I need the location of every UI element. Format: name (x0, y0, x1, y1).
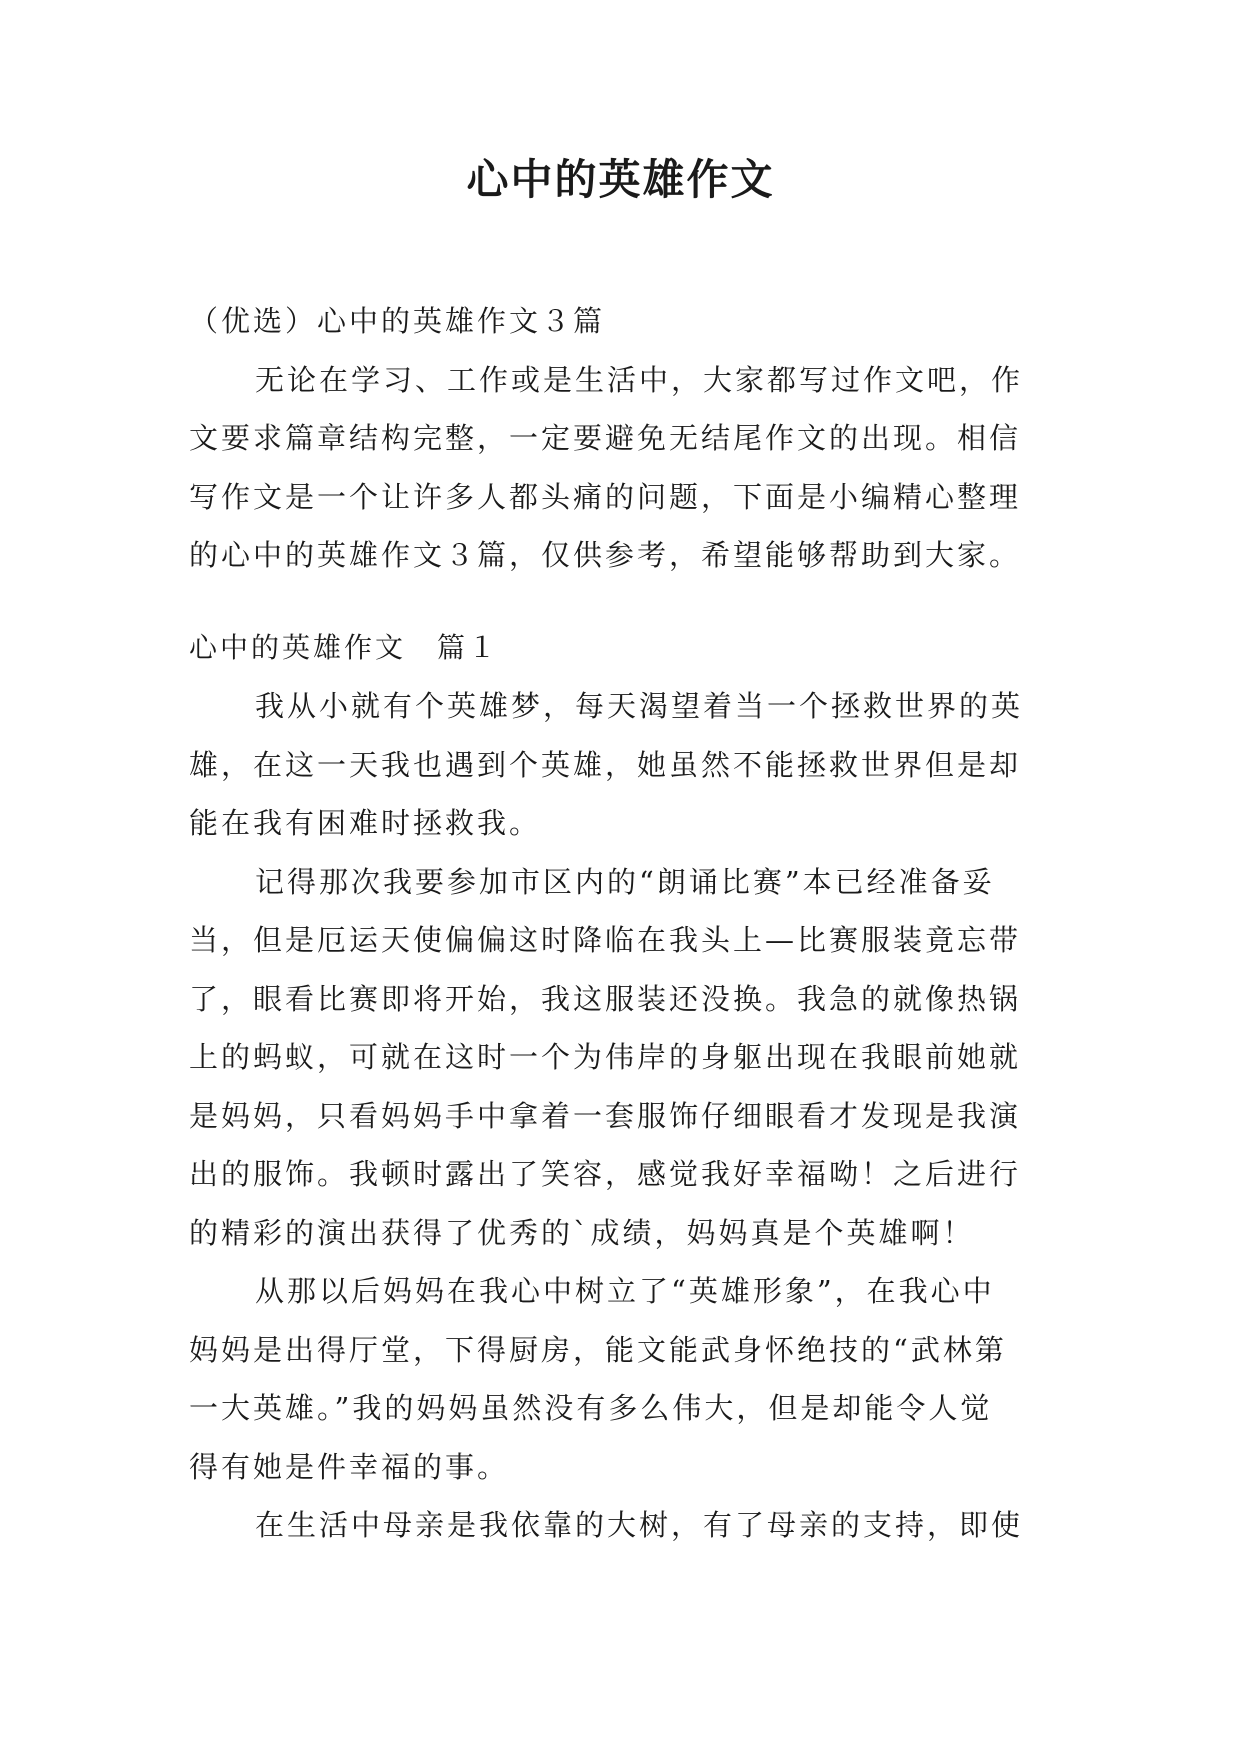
paragraph-2 (189, 853, 1049, 1263)
text-line: 文要求篇章结构完整，一定要避免无结尾作文的出现。相信 (189, 421, 1022, 455)
paragraph-1 (189, 677, 1049, 853)
text-line: 雄，在这一天我也遇到个英雄，她虽然不能拯救世界但是却 (189, 747, 1022, 782)
text-line: 从那以后妈妈在我心中树立了“英雄形象”，在我心中 (255, 1274, 995, 1308)
text-line: 一大英雄。”我的妈妈虽然没有多么伟大，但是却能令人觉 (189, 1391, 993, 1425)
text-line: 记得那次我要参加市区内的“朗诵比赛”本已经准备妥 (255, 864, 995, 899)
spacer (189, 585, 1049, 619)
text-line: 是妈妈，只看妈妈手中拿着一套服饰仔细眼看才发现是我演 (189, 1098, 1022, 1133)
text-line: 得有她是件幸福的事。 (189, 1449, 510, 1484)
text-line: 上的蚂蚁，可就在这时一个为伟岸的身躯出现在我眼前她就 (189, 1040, 1022, 1074)
text-line: 的心中的英雄作文３篇，仅供参考，希望能够帮助到大家。 (189, 538, 1022, 572)
paragraph-4 (189, 1496, 1049, 1555)
document-subtitle: （优选）心中的英雄作文３篇 (189, 304, 606, 338)
paragraph-3 (189, 1262, 1049, 1496)
text-line: 当，但是厄运天使偏偏这时降临在我头上—比赛服装竟忘带 (189, 923, 1022, 957)
text-line: 在生活中母亲是我依靠的大树，有了母亲的支持，即使 (255, 1508, 1024, 1542)
text-line: 能在我有困难时拯救我。 (189, 806, 542, 840)
text-line: 了，眼看比赛即将开始，我这服装还没换。我急的就像热锅 (189, 981, 1022, 1016)
intro-paragraph (189, 351, 1049, 585)
text-line: 写作文是一个让许多人都头痛的问题，下面是小编精心整理 (189, 479, 1022, 514)
text-line: 我从小就有个英雄梦，每天渴望着当一个拯救世界的英 (255, 689, 1024, 723)
section-heading: 心中的英雄作文 篇１ (189, 630, 500, 664)
document-title: 心中的英雄作文 (466, 155, 775, 204)
text-line: 的精彩的演出获得了优秀的`成绩，妈妈真是个英雄啊！ (189, 1215, 975, 1250)
document-body (189, 292, 1049, 1555)
text-line: 无论在学习、工作或是生活中，大家都写过作文吧，作 (255, 362, 1024, 397)
text-line: 妈妈是出得厅堂，下得厨房，能文能武身怀绝技的“武林第 (189, 1332, 1007, 1367)
text-line: 出的服饰。我顿时露出了笑容，感觉我好幸福呦！之后进行 (189, 1157, 1022, 1191)
